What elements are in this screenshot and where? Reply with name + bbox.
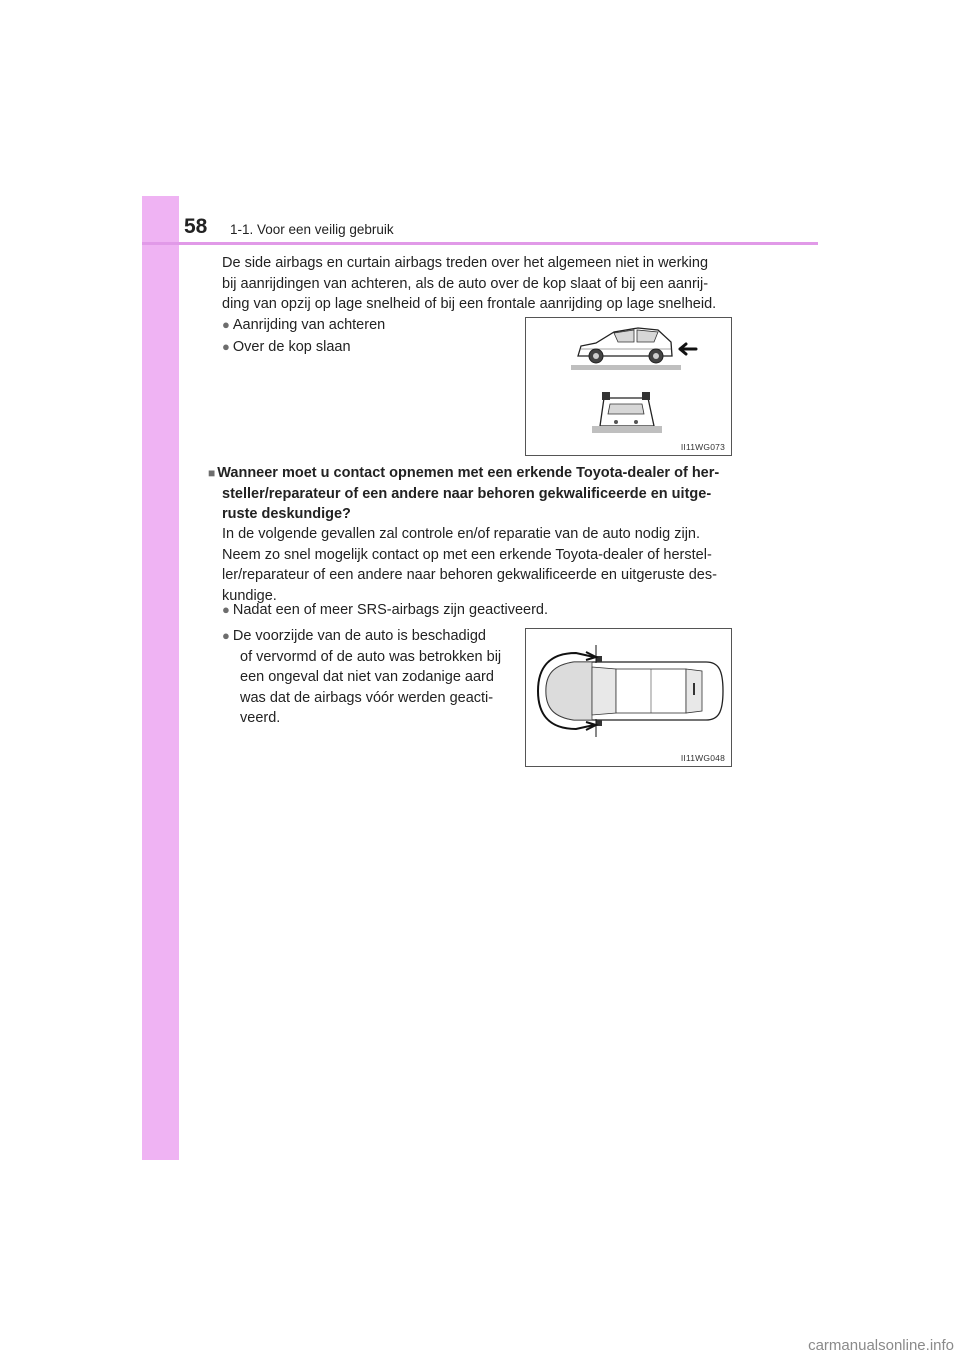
section-body bbox=[222, 524, 744, 606]
figure-front-damage bbox=[525, 628, 732, 767]
bullet-text: veerd. bbox=[240, 710, 281, 726]
body-line: kundige. bbox=[222, 587, 277, 604]
heading-line: steller/reparateur of een andere naar behoren gekwalificeerde en uitge- bbox=[222, 485, 712, 502]
bullet-text: Nadat een of meer SRS-airbags zijn geactiveerd. bbox=[232, 602, 548, 618]
bullet-dot: ● bbox=[222, 339, 230, 354]
bullet-dot: ● bbox=[222, 317, 230, 332]
body-line: In de volgende gevallen zal controle en/of reparatie van de auto nodig zijn. bbox=[222, 526, 701, 542]
car-top-view-illustration bbox=[526, 629, 731, 766]
page-number: 58 bbox=[184, 215, 208, 238]
bullet-text: een ongeval dat niet van zodanige aard bbox=[240, 669, 494, 685]
watermark: carmanualsonline.info bbox=[808, 1337, 954, 1354]
chapter-title: 1-1. Voor een veilig gebruik bbox=[230, 222, 394, 237]
list-item bbox=[222, 626, 512, 729]
list-item bbox=[222, 600, 548, 621]
figure-code: II11WG073 bbox=[680, 442, 725, 452]
bullet-text: was dat de airbags vóór werden geacti- bbox=[240, 689, 494, 706]
list-item bbox=[222, 315, 385, 336]
intro-line: ding van opzij op lage snelheid of bij een frontale aanrijding op lage snelheid. bbox=[222, 296, 717, 312]
heading-line: Wanneer moet u contact opnemen met een erkende Toyota-dealer of her- bbox=[217, 465, 720, 481]
body-line: ler/reparateur of een andere naar behoren gekwalificeerde en uitgeruste des- bbox=[222, 567, 717, 583]
intro-line: De side airbags en curtain airbags treden over het algemeen niet in werking bbox=[222, 255, 709, 271]
header-rule bbox=[142, 242, 818, 245]
section-heading bbox=[208, 463, 744, 525]
bullet-text: Aanrijding van achteren bbox=[232, 317, 386, 333]
figure-code: II11WG048 bbox=[680, 753, 725, 763]
bullet-text: De voorzijde van de auto is beschadigd bbox=[232, 628, 486, 644]
intro-paragraph bbox=[222, 253, 744, 315]
heading-line: ruste deskundige? bbox=[222, 506, 351, 522]
body-line: Neem zo snel mogelijk contact op met een erkende Toyota-dealer of herstel- bbox=[222, 546, 712, 563]
side-strip bbox=[142, 196, 179, 1160]
list-item bbox=[222, 337, 351, 358]
car-side-rollover-illustration bbox=[526, 318, 731, 455]
figure-rear-collision-rollover bbox=[525, 317, 732, 456]
bullet-dot: ● bbox=[222, 602, 230, 617]
bullet-text: of vervormd of de auto was betrokken bij bbox=[240, 648, 502, 665]
section-marker: ■ bbox=[208, 466, 216, 480]
bullet-text: Over de kop slaan bbox=[232, 339, 351, 355]
bullet-dot: ● bbox=[222, 628, 230, 643]
intro-line: bij aanrijdingen van achteren, als de auto over de kop slaat of bij een aanrij- bbox=[222, 275, 709, 292]
